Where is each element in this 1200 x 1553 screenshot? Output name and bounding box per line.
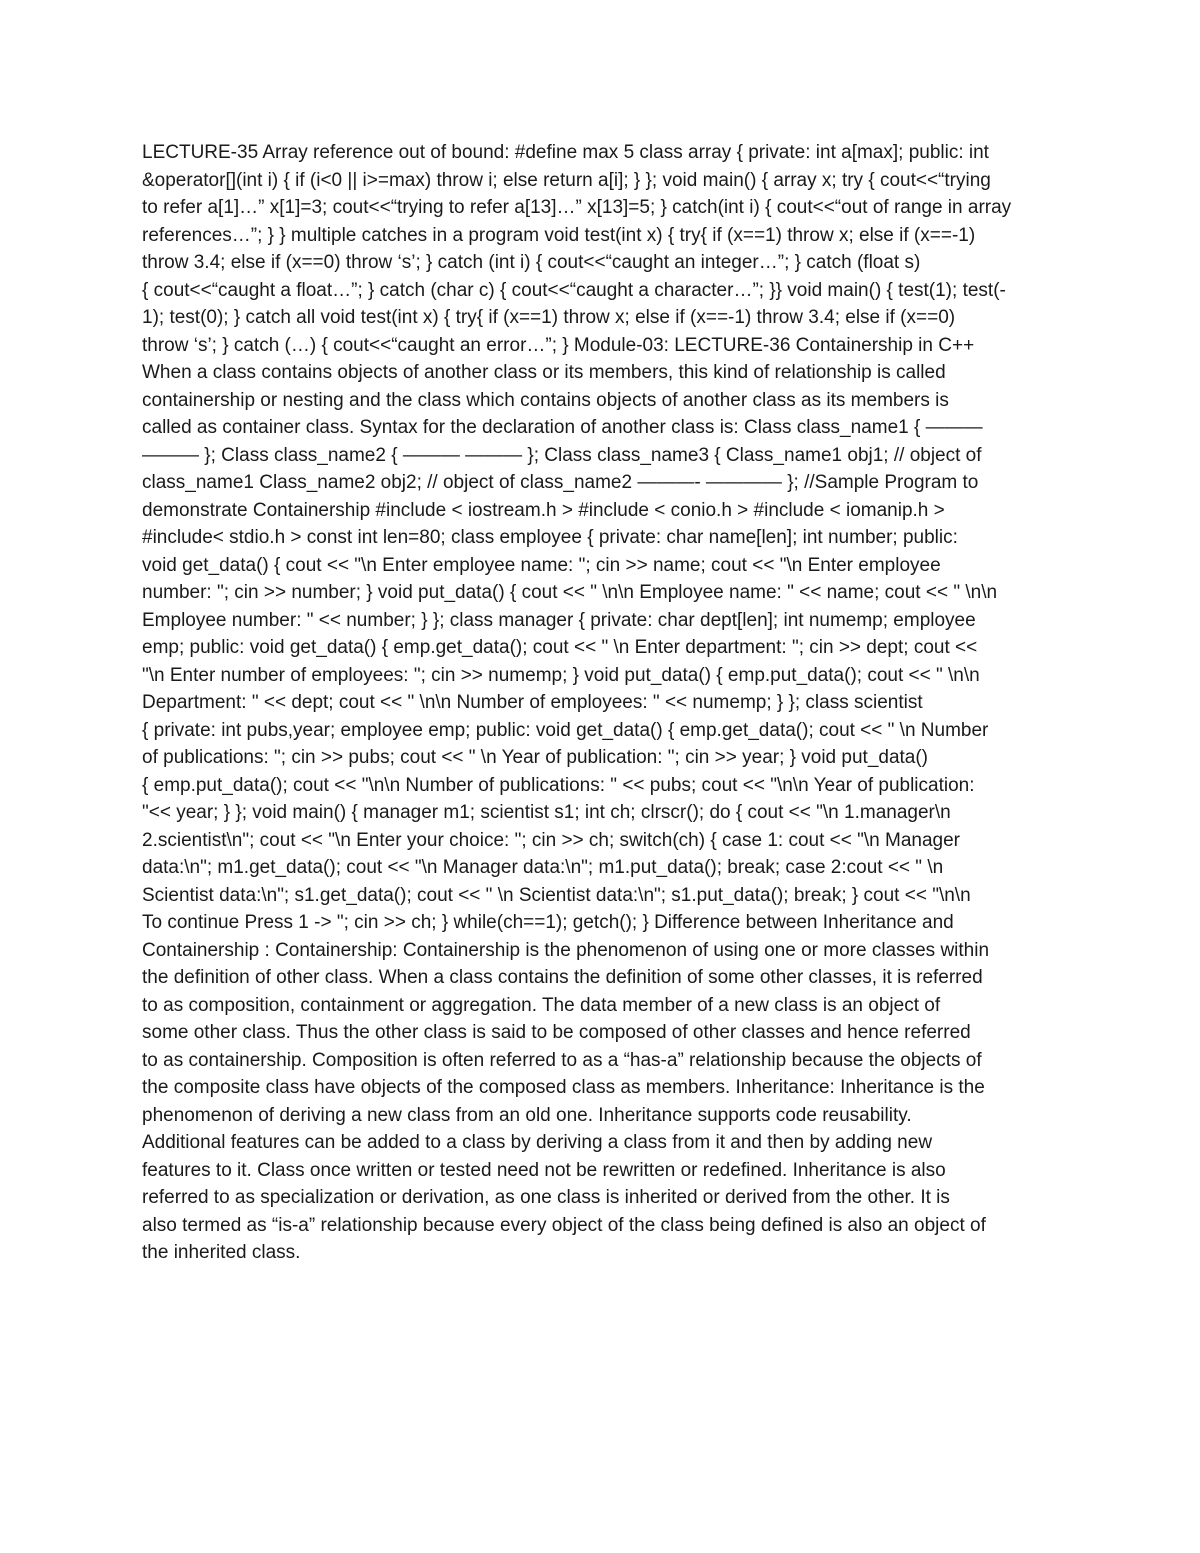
text-line: &operator[](int i) { if (i<0 || i>=max) throw i; else return a[i]; } }; void main() { array x; try { cout<<“trying	[142, 169, 991, 191]
text-line: called as container class. Syntax for the declaration of another class is: Class class_name1 { ———	[142, 417, 983, 438]
text-line: LECTURE-35 Array reference out of bound: #define max 5 class array { private: int a[max]; public: int	[142, 142, 989, 163]
text-line: containership or nesting and the class which contains objects of another class as its members is	[142, 389, 949, 411]
text-line: the composite class have objects of the composed class as members. Inheritance: Inheritance is the	[142, 1077, 985, 1098]
text-line: the inherited class.	[142, 1242, 301, 1263]
text-line: referred to as specialization or derivation, as one class is inherited or derived from the other. It is	[142, 1187, 950, 1208]
text-line: "<< year; } }; void main() { manager m1; scientist s1; int ch; clrscr(); do { cout << "\n 1.manager\n	[142, 802, 951, 823]
text-line: throw ‘s’; } catch (…) { cout<<“caught an error…”; } Module-03: LECTURE-36 Containership in C++	[142, 334, 975, 356]
text-line: number: "; cin >> number; } void put_data() { cout << " \n\n Employee name: " << name; cout << " \n\n	[142, 582, 998, 603]
text-line: demonstrate Containership #include < iostream.h > #include < conio.h > #include < iomanip.h >	[142, 499, 945, 521]
text-line: When a class contains objects of another class or its members, this kind of relationship is called	[142, 362, 946, 383]
text-line: { private: int pubs,year; employee emp; public: void get_data() { emp.get_data(); cout << " \n Number	[142, 719, 989, 741]
text-line: the definition of other class. When a class contains the definition of some other classes, it is referred	[142, 967, 983, 988]
text-line: To continue Press 1 -> "; cin >> ch; } while(ch==1); getch(); } Difference between Inheritance and	[142, 912, 954, 933]
text-line: of publications: "; cin >> pubs; cout << " \n Year of publication: "; cin >> year; } void put_data()	[142, 747, 929, 768]
text-line: throw 3.4; else if (x==0) throw ‘s’; } catch (int i) { cout<<“caught an integer…”; } catch (float s)	[142, 252, 921, 273]
text-line: also termed as “is-a” relationship because every object of the class being defined is also an object of	[142, 1214, 986, 1236]
text-line: 2.scientist\n"; cout << "\n Enter your choice: "; cin >> ch; switch(ch) { case 1: cout << "\n Manager	[142, 829, 961, 851]
text-line: Containership : Containership: Containership is the phenomenon of using one or more classes within	[142, 939, 990, 961]
text-line: emp; public: void get_data() { emp.get_data(); cout << " \n Enter department: "; cin >> dept; cout <<	[142, 637, 978, 658]
text-line: Department: " << dept; cout << " \n\n Number of employees: " << numemp; } }; class scientist	[142, 692, 923, 713]
text-line: references…”; } } multiple catches in a program void test(int x) { try{ if (x==1) throw x; else if (x==-1)	[142, 224, 976, 246]
text-line: ——— }; Class class_name2 { ——— ——— }; Class class_name3 { Class_name1 obj1; // object of	[142, 444, 982, 466]
text-line: { emp.put_data(); cout << "\n\n Number of publications: " << pubs; cout << "\n\n Year of publication:	[142, 774, 975, 796]
text-line: to as containership. Composition is often referred to as a “has-a” relationship because the objects of	[142, 1049, 982, 1071]
document-body-text	[142, 139, 1062, 1267]
text-line: "\n Enter number of employees: "; cin >> numemp; } void put_data() { emp.put_data(); cout << " \n\n	[142, 664, 980, 686]
text-line: class_name1 Class_name2 obj2; // object of class_name2 ———- ———— }; //Sample Program to	[142, 472, 979, 493]
text-line: void get_data() { cout << "\n Enter employee name: "; cin >> name; cout << "\n Enter employee	[142, 554, 941, 576]
text-line: 1); test(0); } catch all void test(int x) { try{ if (x==1) throw x; else if (x==-1) throw 3.4; else if (x==0)	[142, 307, 956, 328]
text-line: Employee number: " << number; } }; class manager { private: char dept[len]; int numemp; employee	[142, 609, 976, 631]
text-line: Additional features can be added to a class by deriving a class from it and then by adding new	[142, 1132, 933, 1153]
text-line: to refer a[1]…” x[1]=3; cout<<“trying to refer a[13]…” x[13]=5; } catch(int i) { cout<<“out of range in array	[142, 197, 1012, 218]
text-line: #include< stdio.h > const int len=80; class employee { private: char name[len]; int number; public:	[142, 527, 958, 548]
text-line: features to it. Class once written or tested need not be rewritten or redefined. Inheritance is also	[142, 1159, 946, 1181]
text-line: some other class. Thus the other class is said to be composed of other classes and hence referred	[142, 1022, 971, 1043]
text-line: data:\n"; m1.get_data(); cout << "\n Manager data:\n"; m1.put_data(); break; case 2:cout << " \n	[142, 857, 944, 878]
text-line: { cout<<“caught a float…”; } catch (char c) { cout<<“caught a character…”; }} void main() { test(1); test(-	[142, 279, 1006, 301]
text-line: Scientist data:\n"; s1.get_data(); cout << " \n Scientist data:\n"; s1.put_data(); break; } cout << "\n\n	[142, 884, 971, 906]
text-line: to as composition, containment or aggregation. The data member of a new class is an object of	[142, 994, 941, 1016]
text-line: phenomenon of deriving a new class from an old one. Inheritance supports code reusability.	[142, 1104, 912, 1126]
